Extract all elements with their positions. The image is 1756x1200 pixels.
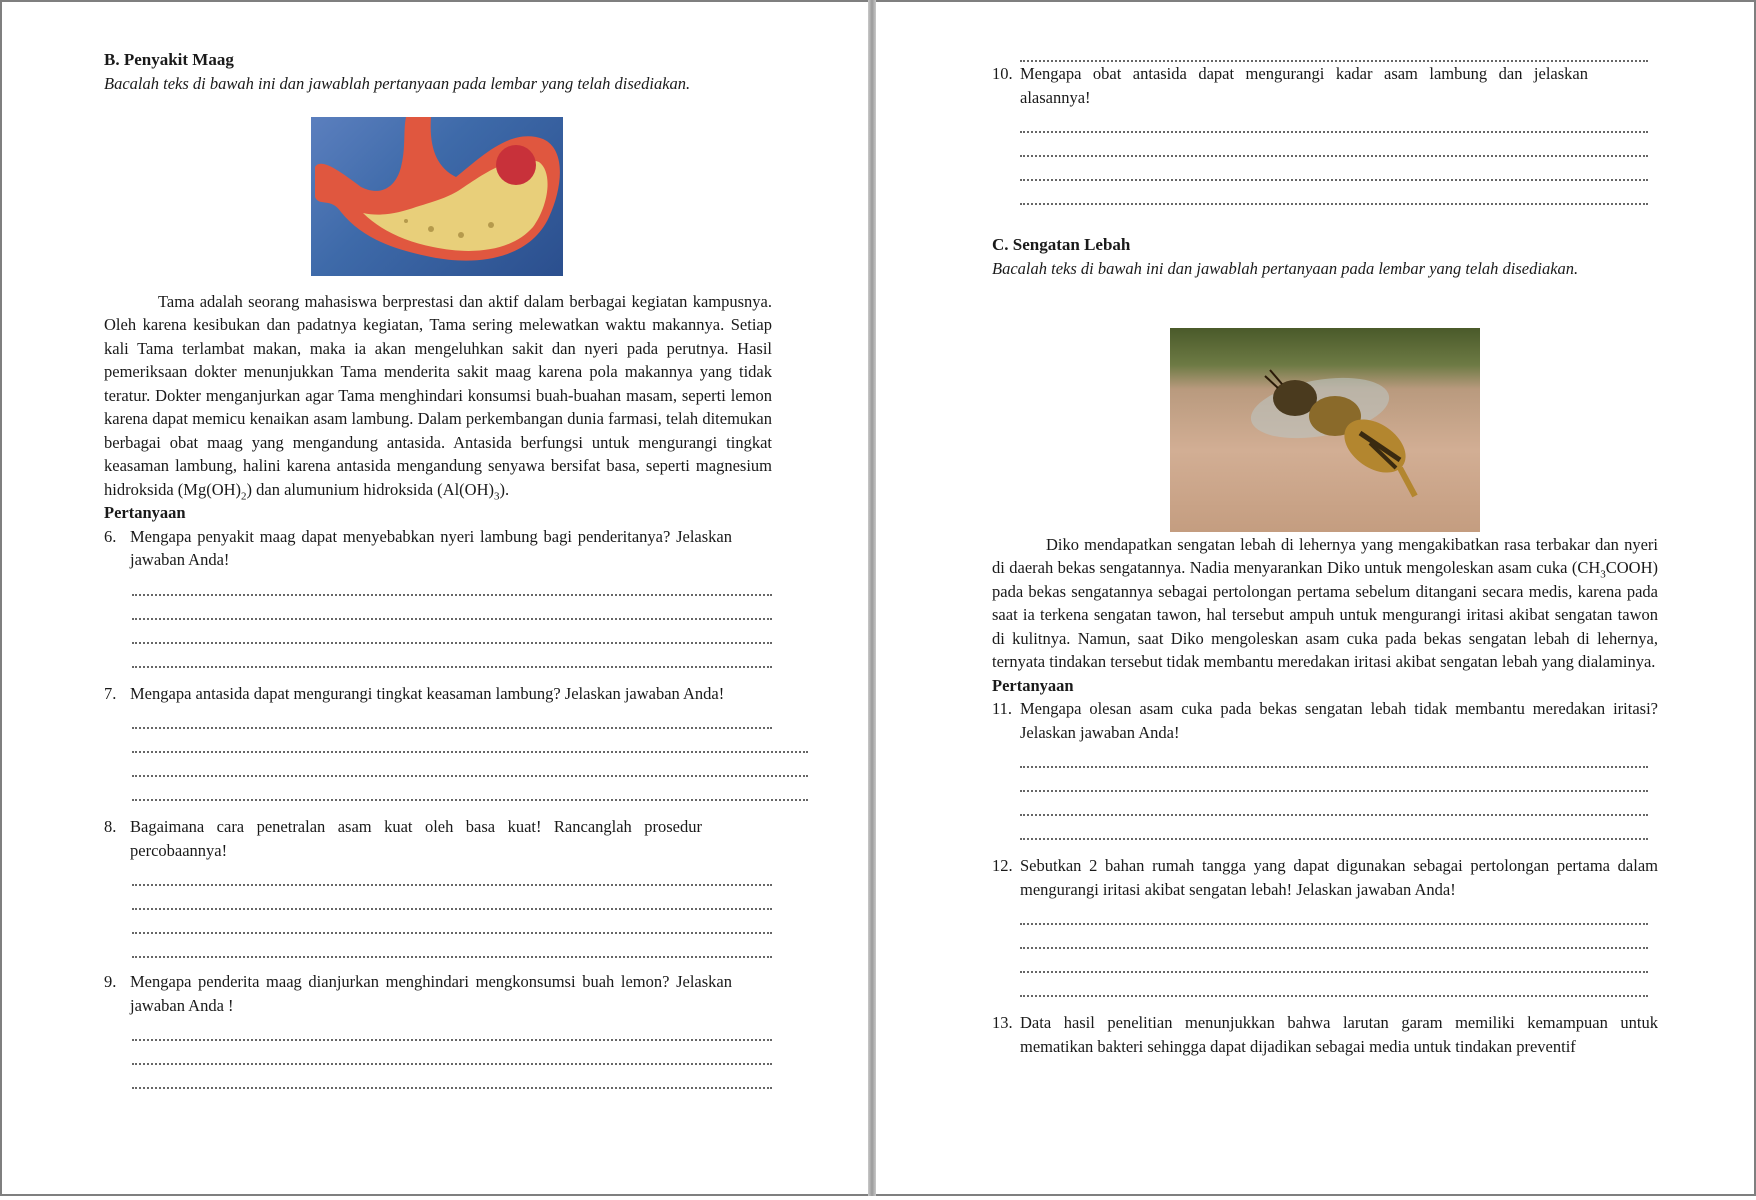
question-text: Mengapa obat antasida dapat mengurangi kadar asam lambung dan jelaskan alasannya! [1020, 64, 1588, 107]
answer-line[interactable] [132, 777, 808, 801]
section-b-title: B. Penyakit Maag [104, 50, 234, 69]
section-b-paragraph-main: Tama adalah seorang mahasiswa berprestasi dan aktif dalam berbagai kegiatan kampusnya. Oleh karena kesibukan dan padatnya kegiatan, Tama sering melewatkan waktu makannya. Setiap kali Tama terlambat makan, maka ia akan mengeluhkan sakit dan nyeri pada perutnya. Hasil pemeriksaan dokter menunjukkan Tama menderita sakit maag karena pola makannya yang tidak teratur. Dokter menganjurkan agar Tama menghindari konsumsi buah-buahan masam, seperti lemon karena dapat memicu kenaikan asam lambung. Dalam perkembangan dunia farmasi, telah ditemukan berbagai obat maag yang mengandung antasida. Antasida berfungsi untuk mengurangi tingkat keasaman lambung, halini karena antasida mengandung senyawa bersifat basa, seperti magnesium hidroksida (Mg(OH) [104, 291, 772, 499]
question-text: Mengapa penyakit maag dapat menyebabkan nyeri lambung bagi penderitanya? Jelaskan jawaban Anda! [130, 526, 732, 569]
answer-line[interactable] [132, 644, 772, 668]
question-8 [104, 815, 772, 958]
answer-line[interactable] [1020, 925, 1648, 949]
question-text: Mengapa penderita maag dianjurkan menghindari mengkonsumsi buah lemon? Jelaskan jawaban Anda ! [130, 972, 732, 1015]
question-text: Mengapa antasida dapat mengurangi tingkat keasaman lambung? Jelaskan jawaban Anda! [130, 683, 725, 703]
section-b-paragraph-end: ). [499, 479, 510, 499]
question-number: 6. [104, 526, 117, 546]
question-number: 13. [992, 1013, 1013, 1032]
question-12 [992, 854, 1658, 997]
answer-line[interactable] [1020, 109, 1648, 133]
answer-line[interactable] [132, 1017, 772, 1041]
left-column [104, 48, 772, 1089]
answer-line[interactable] [132, 910, 772, 934]
answer-line[interactable] [1020, 38, 1648, 62]
answer-line[interactable] [1020, 157, 1648, 181]
section-c-paragraph-end: COOH) pada bekas sengatannya sebagai pertolongan pertama sebelum ditangani secara medis, karena pada saat ia terkena sengatan tawon, hal tersebut ampuh untuk mengurangi iritasi akibat sengatan tawon di kulitnya. Namun, saat Diko mengoleskan asam cuka pada bekas sengatan lebah di lehernya, ternyata tindakan tersebut tidak membantu meredakan iritasi akibat sengatan lebah yang dialaminya. [992, 558, 1658, 671]
question-text: Data hasil penelitian menunjukkan bahwa larutan garam memiliki kemampuan untuk mematikan bakteri sehingga dapat dijadikan sebagai media untuk tindakan preventif [1020, 1013, 1658, 1056]
section-b-instruction: Bacalah teks di bawah ini dan jawablah pertanyaan pada lembar yang telah disediakan. [104, 74, 691, 93]
answer-line[interactable] [1020, 768, 1648, 792]
section-c-paragraph [992, 533, 1658, 674]
answer-line[interactable] [1020, 949, 1648, 973]
question-text: Sebutkan 2 bahan rumah tangga yang dapat digunakan sebagai pertolongan pertama dalam mengurangi iritasi akibat sengatan lebah! Jelaskan jawaban Anda! [1020, 856, 1658, 899]
answer-line[interactable] [132, 1041, 772, 1065]
question-9 [104, 970, 772, 1089]
page-divider [868, 0, 876, 1196]
right-column [992, 48, 1658, 1058]
question-11 [992, 697, 1658, 840]
question-6 [104, 525, 772, 668]
answer-line[interactable] [1020, 816, 1648, 840]
answer-line[interactable] [132, 729, 808, 753]
section-c-paragraph-start: Diko mendapatkan sengatan lebah di lehernya yang mengakibatkan rasa terbakar dan nyeri di daerah bekas sengatannya. Nadia menyarankan Diko untuk mengoleskan asam cuka (CH [992, 534, 1658, 577]
answer-line[interactable] [132, 934, 772, 958]
answer-line[interactable] [132, 753, 808, 777]
answer-line[interactable] [1020, 792, 1648, 816]
question-7 [104, 682, 772, 802]
subscript-3: 3 [493, 489, 500, 502]
answer-line[interactable] [1020, 133, 1648, 157]
section-c-questions-heading: Pertanyaan [992, 675, 1074, 695]
answer-line[interactable] [132, 572, 772, 596]
subscript-3: 3 [1600, 568, 1606, 581]
answer-line[interactable] [132, 596, 772, 620]
answer-line[interactable] [132, 620, 772, 644]
question-number: 7. [104, 683, 117, 703]
question-number: 9. [104, 972, 117, 991]
answer-line[interactable] [1020, 744, 1648, 768]
section-c-instruction: Bacalah teks di bawah ini dan jawablah pertanyaan pada lembar yang telah disediakan. [992, 259, 1579, 278]
answer-line[interactable] [132, 886, 772, 910]
subscript-2: 2 [241, 489, 247, 502]
answer-line[interactable] [132, 862, 772, 886]
answer-line[interactable] [132, 705, 772, 729]
question-number: 12. [992, 856, 1013, 875]
question-text: Bagaimana cara penetralan asam kuat oleh basa kuat! Rancanglah prosedur percobaannya! [130, 817, 702, 860]
question-number: 8. [104, 817, 117, 836]
answer-line[interactable] [1020, 973, 1648, 997]
answer-line[interactable] [1020, 901, 1648, 925]
question-number: 11. [992, 699, 1013, 718]
question-13 [992, 1011, 1658, 1058]
answer-line[interactable] [132, 1065, 772, 1089]
section-b-paragraph [104, 290, 772, 502]
question-text: Mengapa olesan asam cuka pada bekas sengatan lebah tidak membantu meredakan iritasi? Jelaskan jawaban Anda! [1020, 699, 1658, 742]
section-c-title: C. Sengatan Lebah [992, 235, 1131, 254]
question-10 [992, 62, 1658, 205]
section-b-paragraph-mid: ) dan alumunium hidroksida (Al(OH) [246, 479, 494, 499]
question-number: 10. [992, 64, 1013, 83]
section-b-questions-heading: Pertanyaan [104, 503, 186, 522]
answer-line[interactable] [1020, 181, 1648, 205]
